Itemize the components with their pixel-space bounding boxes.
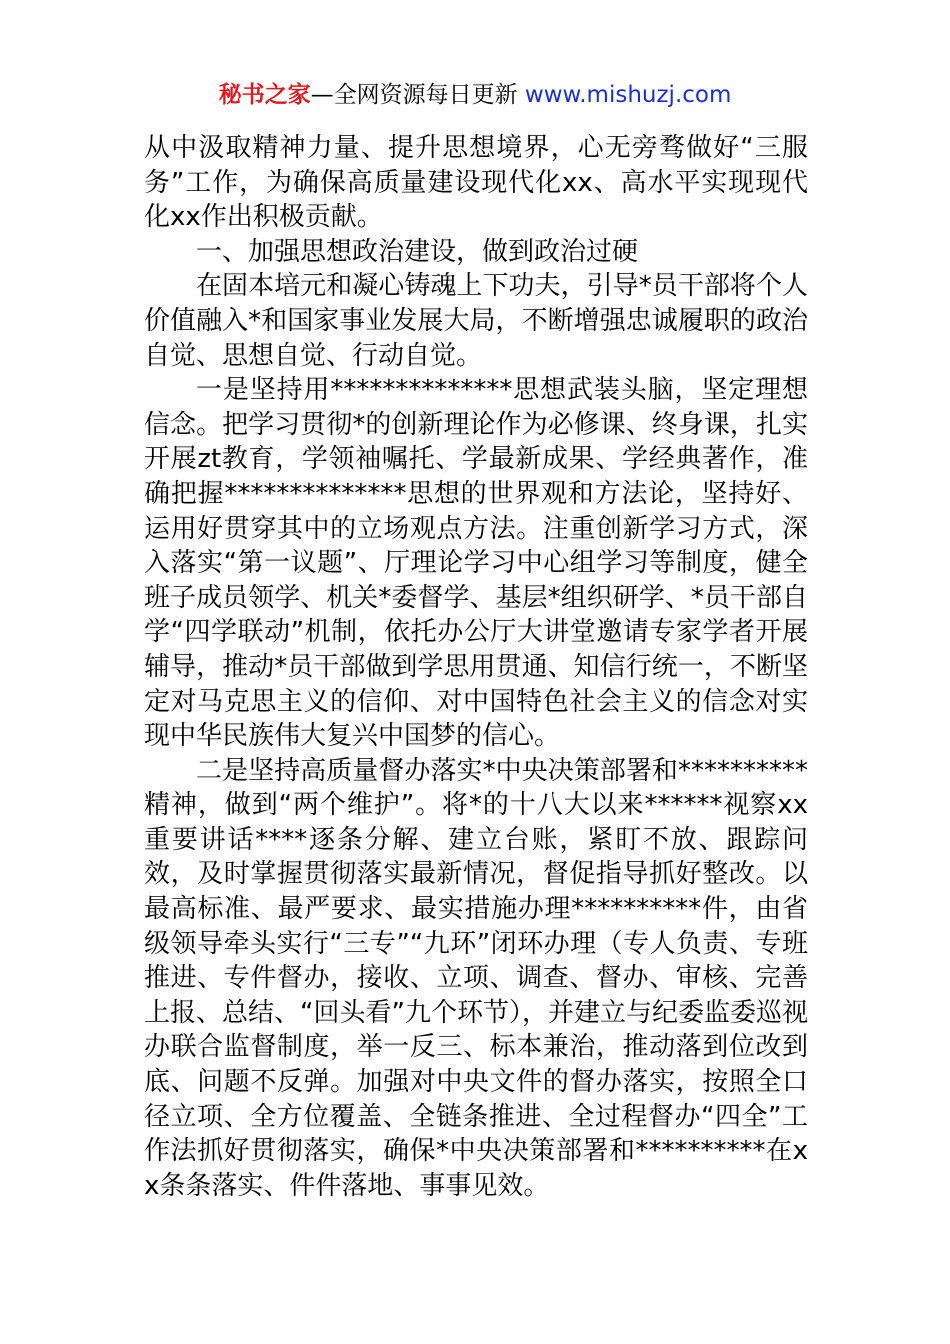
paragraph-point-one: 一是坚持用**************思想武装头脑，坚定理想信念。把学习贯彻*的创新理论作为必修课、终身课，扎实开展zt教育，学领袖嘱托、学最新成果、学经典著作，准确把握**************思想的世界观和方法论，坚持好、运用好贯穿其中的立场观点方法。注重创新学习方式，深入落实“第一议题”、厅理论学习中心组学习等制度，健全班子成员领学、机关*委督学、基层*组织研学、*员干部自学“四学联动”机制，依托办公厅大讲堂邀请专家学者开展辅导，推动*员干部做到学思用贯通、知信行统一，不断坚定对马克思主义的信仰、对中国特色社会主义的信念对实现中华民族伟大复兴中国梦的信心。: [144, 375, 808, 752]
paragraph-intro: 在固本培元和凝心铸魂上下功夫，引导*员干部将个人价值融入*和国家事业发展大局，不断增强忠诚履职的政治自觉、思想自觉、行动自觉。: [144, 271, 808, 371]
paragraph-continuation: 从中汲取精神力量、提升思想境界，心无旁骛做好“三服务”工作，为确保高质量建设现代化xx、高水平实现现代化xx作出积极贡献。: [144, 133, 808, 233]
document-body: [144, 131, 808, 1203]
paragraph-point-two: 二是坚持高质量督办落实*中央决策部署和**********精神，做到“两个维护”。将*的十八大以来******视察xx重要讲话****逐条分解、建立台账，紧盯不放、跟踪问效，及时掌握贯彻落实最新情况，督促指导抓好整改。以最高标准、最严要求、最实措施办理**********件，由省级领导牵头实行“三专”“九环”闭环办理（专人负责、专班推进、专件督办，接收、立项、调查、督办、审核、完善上报、总结、“回头看”九个环节），并建立与纪委监委巡视办联合监督制度，举一反三、标本兼治，推动落到位改到底、问题不反弹。加强对中央文件的督办落实，按照全口径立项、全方位覆盖、全链条推进、全过程督办“四全”工作法抓好贯彻落实，确保*中央决策部署和**********在xx条条落实、件件落地、事事见效。: [144, 755, 808, 1201]
site-brand: 秘书之家: [218, 82, 311, 108]
site-url[interactable]: www.mishuzj.com: [524, 82, 732, 108]
site-tagline: —全网资源每日更新: [310, 82, 525, 108]
section-heading: 一、加强思想政治建设，做到政治过硬: [196, 236, 639, 267]
site-header: [0, 78, 950, 112]
